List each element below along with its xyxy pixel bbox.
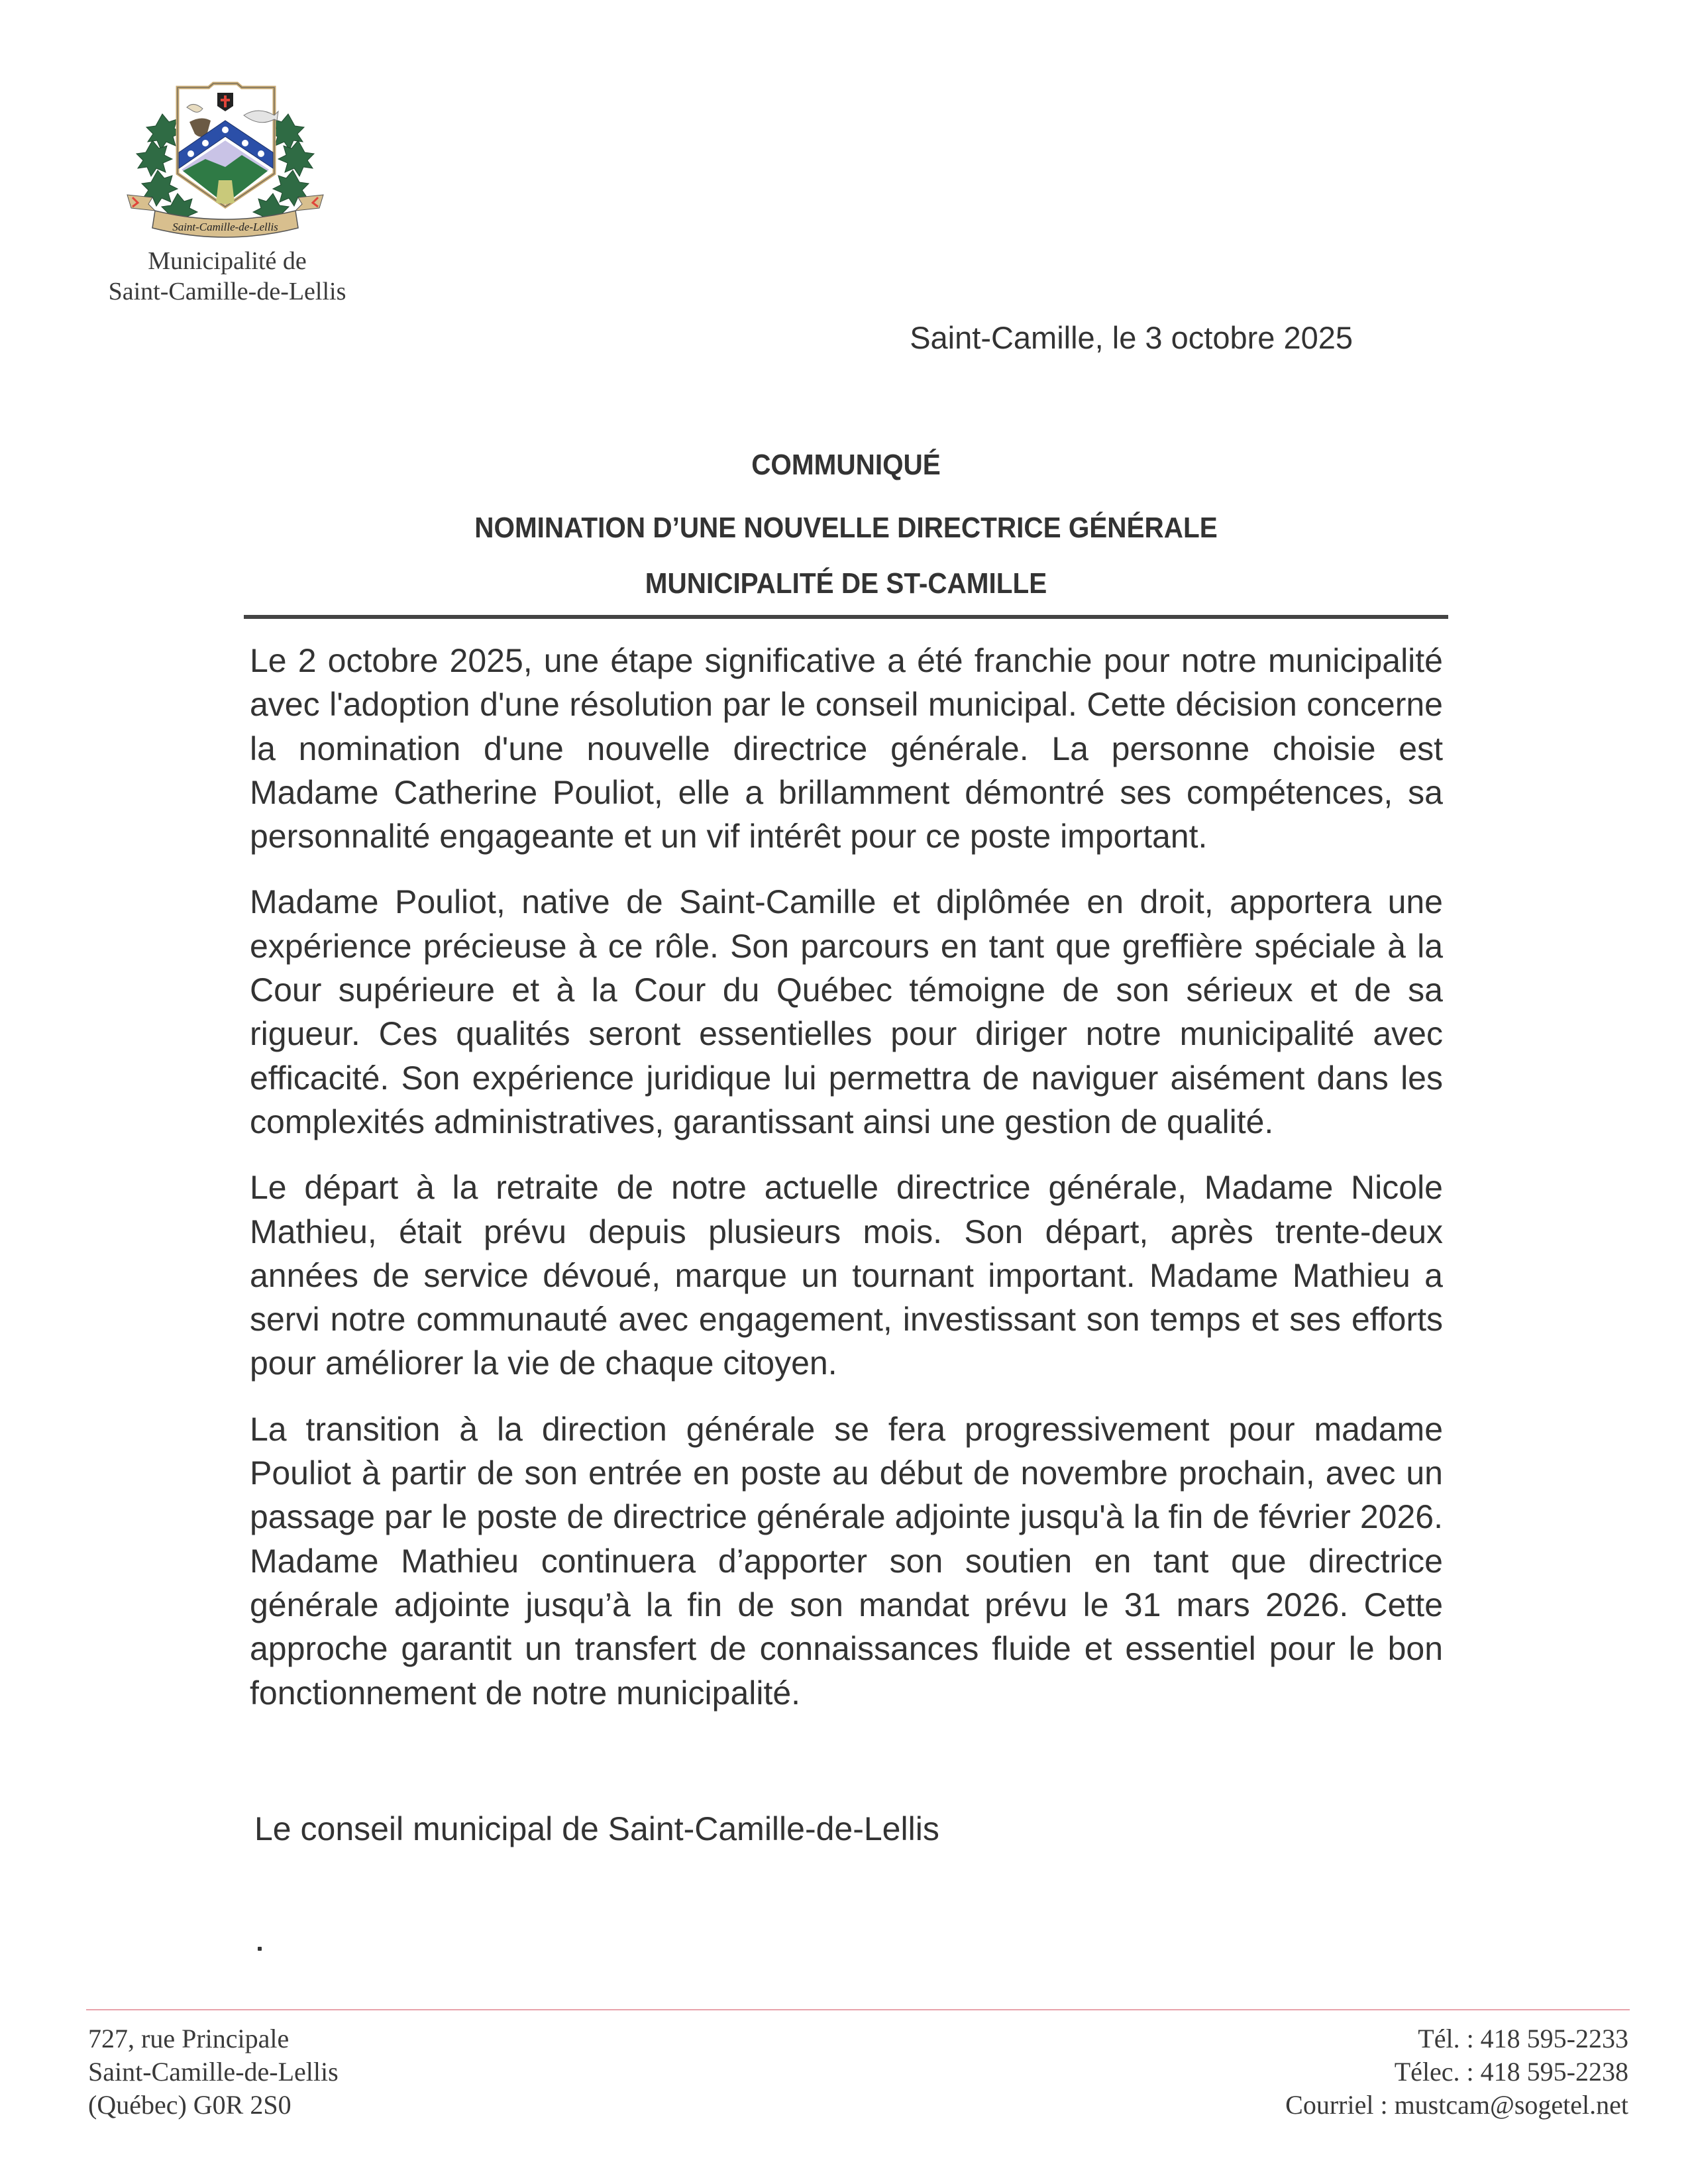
municipality-name-line2: Saint-Camille-de-Lellis <box>108 278 346 305</box>
document-date: Saint-Camille, le 3 octobre 2025 <box>910 320 1353 355</box>
address-street: 727, rue Principale <box>88 2024 290 2053</box>
address-province-postal: (Québec) G0R 2S0 <box>88 2090 292 2120</box>
document-subtitle: NOMINATION D’UNE NOUVELLE DIRECTRICE GÉNÉRALE <box>474 512 1218 544</box>
signature: Le conseil municipal de Saint-Camille-de-Lellis <box>254 1810 939 1847</box>
municipality-name-line1: Municipalité de <box>148 247 307 275</box>
document-title: COMMUNIQUÉ <box>751 449 941 481</box>
address-city: Saint-Camille-de-Lellis <box>88 2057 339 2087</box>
paragraph-nomination: Le 2 octobre 2025, une étape significative a été franchie pour notre municipalité avec l'adoption d'une résolution par le conseil municipal. Cette décision concerne la nomination d'une nouvelle directrice générale. La personne choisie est Madame Catherine Pouliot, elle a brillamment démontré ses compétences, sa personnalité engageante et un vif intérêt pour ce poste important. <box>250 642 1443 855</box>
svg-text:Saint-Camille-de-Lellis: Saint-Camille-de-Lellis <box>172 221 278 233</box>
footer-address <box>88 2022 339 2122</box>
paragraph-retirement: Le départ à la retraite de notre actuelle directrice générale, Madame Nicole Mathieu, était prévu depuis plusieurs mois. Son départ, après trente-deux années de service dévoué, marque un tournant important. Madame Mathieu a servi notre communauté avec engagement, investissant son temps et ses efforts pour améliorer la vie de chaque citoyen. <box>250 1169 1443 1382</box>
contact-fax: Télec. : 418 595-2238 <box>1394 2057 1628 2087</box>
municipal-coat-of-arms <box>126 81 325 243</box>
heading-divider <box>244 615 1448 619</box>
footer-divider <box>86 2009 1630 2010</box>
contact-phone: Tél. : 418 595-2233 <box>1418 2024 1628 2053</box>
communique-body <box>250 639 1443 1737</box>
footer-contact <box>1285 2022 1628 2122</box>
contact-email[interactable]: Courriel : mustcam@sogetel.net <box>1285 2090 1628 2120</box>
paragraph-background: Madame Pouliot, native de Saint-Camille et diplômée en droit, apportera une expérience précieuse à ce rôle. Son parcours en tant que greffière spéciale à la Cour supérieure et à la Cour du Québec témoigne de son sérieux et de sa rigueur. Ces qualités seront essentielles pour diriger notre municipalité avec efficacité. Son expérience juridique lui permettra de naviguer aisément dans les complexités administratives, garantissant ainsi une gestion de qualité. <box>250 883 1443 1140</box>
document-subject: MUNICIPALITÉ DE ST-CAMILLE <box>645 567 1047 600</box>
stray-dot <box>258 1947 262 1951</box>
paragraph-transition: La transition à la direction générale se fera progressivement pour madame Pouliot à partir de son entrée en poste au début de novembre prochain, avec un passage par le poste de directrice générale adjointe jusqu'à la fin de février 2026. Madame Mathieu continuera d’apporter son soutien en tant que directrice générale adjointe jusqu’à la fin de son mandat prévu le 31 mars 2026. Cette approche garantit un transfert de connaissances fluide et essentiel pour le bon fonctionnement de notre municipalité. <box>250 1410 1443 1712</box>
